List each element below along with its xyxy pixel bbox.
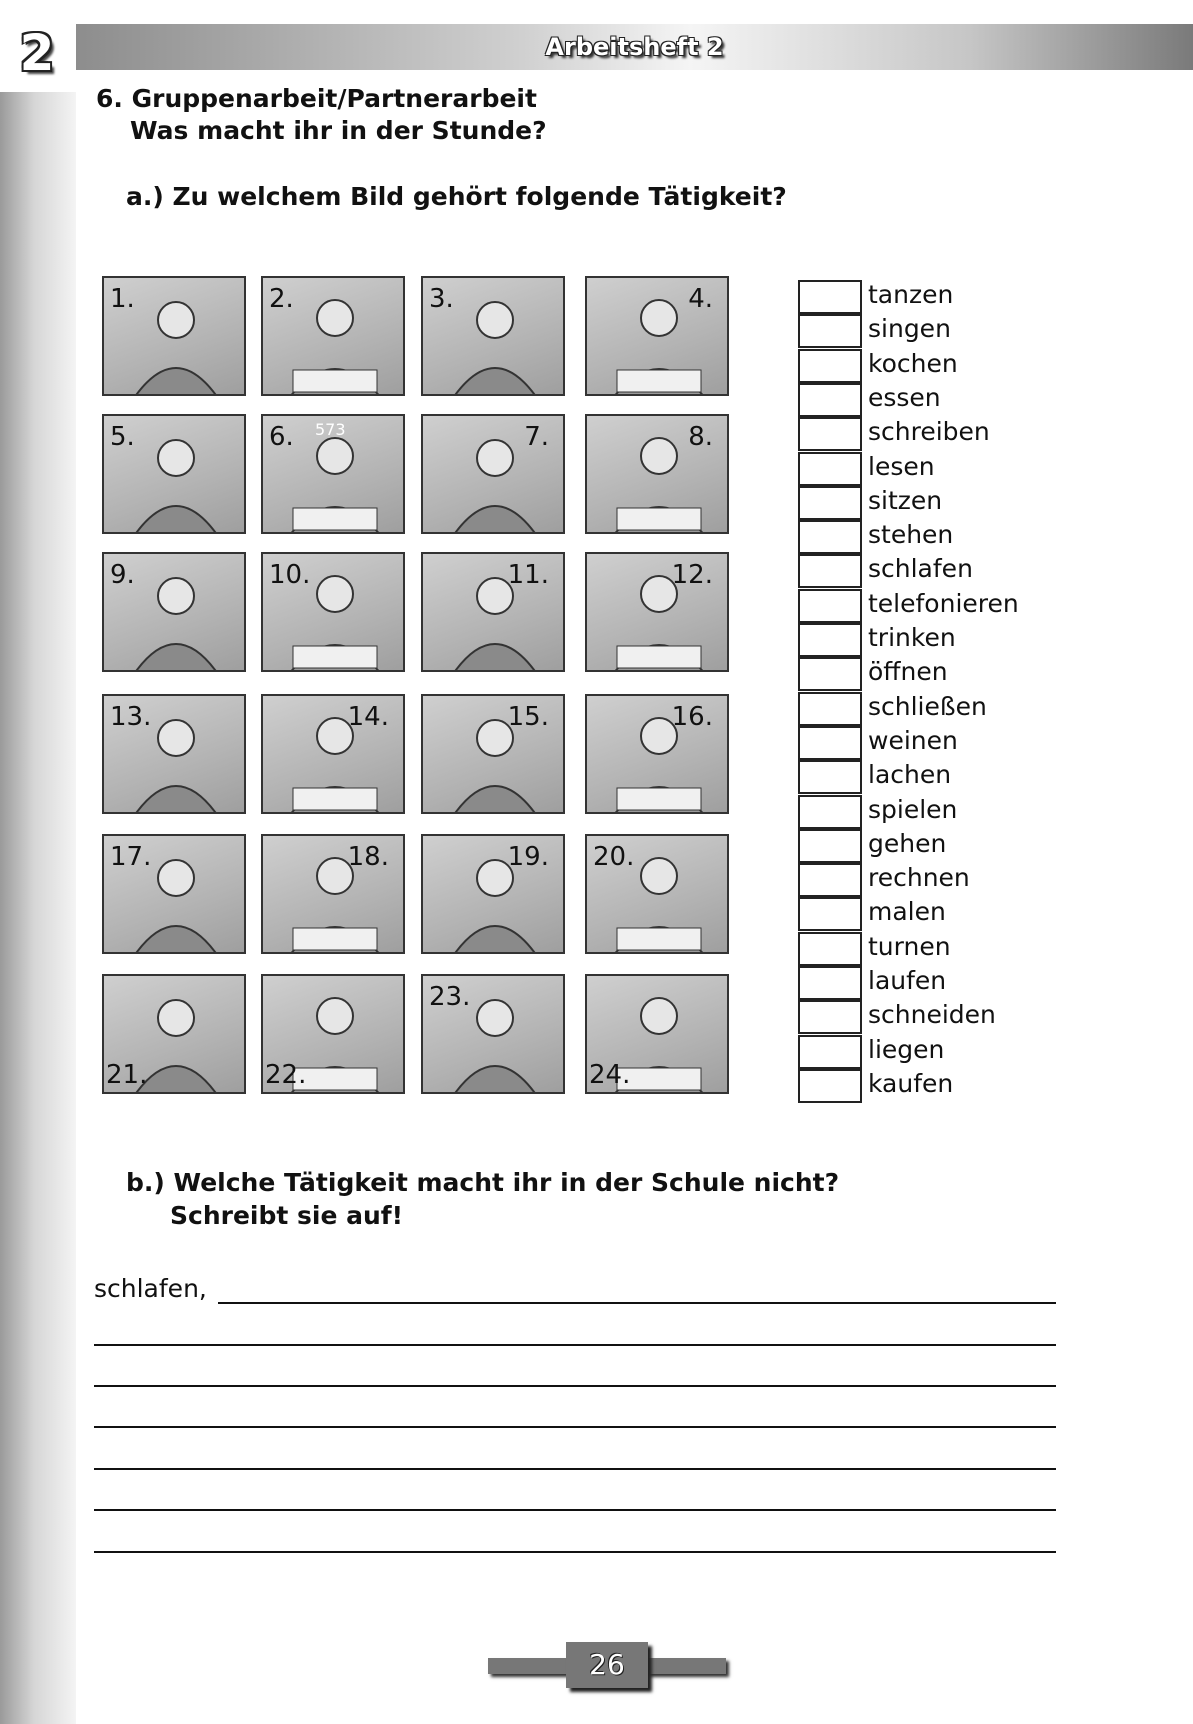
activity-word: kaufen bbox=[868, 1068, 954, 1098]
activity-word: trinken bbox=[868, 623, 956, 652]
picture-16 bbox=[585, 694, 729, 814]
chapter-number: 2 bbox=[19, 24, 55, 82]
answer-box[interactable] bbox=[798, 589, 862, 623]
picture-number: 9. bbox=[110, 560, 135, 590]
picture-11 bbox=[421, 552, 565, 672]
picture-4 bbox=[585, 276, 729, 396]
picture-number: 23. bbox=[429, 982, 471, 1012]
picture-number: 15. bbox=[507, 702, 549, 732]
picture-12 bbox=[585, 552, 729, 672]
activity-word: liegen bbox=[868, 1034, 945, 1064]
activity-word: turnen bbox=[868, 931, 951, 961]
picture-number: 12. bbox=[671, 560, 713, 590]
activity-word: malen bbox=[868, 897, 946, 927]
picture-number: 20. bbox=[593, 842, 635, 872]
picture-number: 3. bbox=[429, 284, 454, 314]
picture-number: 17. bbox=[110, 842, 152, 872]
activity-word: weinen bbox=[868, 725, 958, 755]
activity-word: lachen bbox=[868, 760, 952, 790]
answer-box[interactable] bbox=[798, 280, 862, 314]
picture-number: 8. bbox=[688, 422, 713, 452]
activity-word: öffnen bbox=[868, 657, 948, 687]
answer-box[interactable] bbox=[798, 1035, 862, 1069]
answer-line[interactable] bbox=[94, 1509, 1056, 1511]
activity-word: schneiden bbox=[868, 1000, 996, 1030]
activity-word: sitzen bbox=[868, 485, 943, 515]
picture-21 bbox=[102, 974, 246, 1094]
picture-9 bbox=[102, 552, 246, 672]
answer-box[interactable] bbox=[798, 829, 862, 863]
activity-word: gehen bbox=[868, 828, 947, 858]
answer-box[interactable] bbox=[798, 1069, 862, 1103]
picture-number: 10. bbox=[269, 560, 311, 590]
picture-6 bbox=[261, 414, 405, 534]
activity-word: schlafen bbox=[868, 554, 973, 584]
answer-line[interactable] bbox=[94, 1468, 1056, 1470]
blackboard-text: 573 bbox=[315, 420, 346, 439]
part-b-instruction: b.) Welche Tätigkeit macht ihr in der Schule nicht? bbox=[126, 1168, 840, 1197]
picture-number: 13. bbox=[110, 702, 152, 732]
answer-box[interactable] bbox=[798, 760, 862, 794]
picture-3 bbox=[421, 276, 565, 396]
part-a-instruction: a.) Zu welchem Bild gehört folgende Tätigkeit? bbox=[126, 182, 787, 211]
picture-number: 19. bbox=[507, 842, 549, 872]
activity-word: lesen bbox=[868, 451, 935, 481]
picture-5 bbox=[102, 414, 246, 534]
answer-box[interactable] bbox=[798, 417, 862, 451]
picture-number: 7. bbox=[524, 422, 549, 452]
picture-number: 18. bbox=[347, 842, 389, 872]
answer-box[interactable] bbox=[798, 623, 862, 657]
answer-line[interactable] bbox=[94, 1385, 1056, 1387]
picture-number: 11. bbox=[507, 560, 549, 590]
answer-box[interactable] bbox=[798, 966, 862, 1000]
page-number: 26 bbox=[589, 1648, 625, 1681]
picture-18 bbox=[261, 834, 405, 954]
picture-19 bbox=[421, 834, 565, 954]
picture-number: 14. bbox=[347, 702, 389, 732]
picture-number: 4. bbox=[688, 284, 713, 314]
activity-word: schließen bbox=[868, 691, 987, 721]
picture-17 bbox=[102, 834, 246, 954]
picture-number: 16. bbox=[671, 702, 713, 732]
picture-20 bbox=[585, 834, 729, 954]
picture-2 bbox=[261, 276, 405, 396]
picture-number: 2. bbox=[269, 284, 294, 314]
page-number-bar-right bbox=[646, 1658, 726, 1674]
answer-line[interactable] bbox=[218, 1302, 1056, 1304]
answer-box[interactable] bbox=[798, 314, 862, 348]
answer-box[interactable] bbox=[798, 452, 862, 486]
activity-word: telefonieren bbox=[868, 588, 1019, 618]
answer-box[interactable] bbox=[798, 486, 862, 520]
answer-box[interactable] bbox=[798, 349, 862, 383]
activity-word: tanzen bbox=[868, 280, 954, 309]
picture-8 bbox=[585, 414, 729, 534]
answer-box[interactable] bbox=[798, 1000, 862, 1034]
picture-13 bbox=[102, 694, 246, 814]
answer-box[interactable] bbox=[798, 383, 862, 417]
part-b-subinstruction: Schreibt sie auf! bbox=[170, 1201, 404, 1230]
activity-word: rechnen bbox=[868, 863, 970, 893]
answer-box[interactable] bbox=[798, 726, 862, 760]
picture-number: 21. bbox=[106, 1060, 148, 1090]
exercise-title: 6. Gruppenarbeit/Partnerarbeit bbox=[96, 84, 537, 113]
answer-line[interactable] bbox=[94, 1551, 1056, 1553]
picture-number: 1. bbox=[110, 284, 135, 314]
picture-number: 24. bbox=[589, 1060, 631, 1090]
page-sidebar bbox=[0, 0, 76, 1724]
picture-7 bbox=[421, 414, 565, 534]
activity-word: singen bbox=[868, 314, 951, 344]
answer-line[interactable] bbox=[94, 1344, 1056, 1346]
activity-word: stehen bbox=[868, 520, 954, 550]
answer-line[interactable] bbox=[94, 1426, 1056, 1428]
answer-box[interactable] bbox=[798, 692, 862, 726]
page-number-bar-left bbox=[488, 1658, 568, 1674]
activity-word: schreiben bbox=[868, 417, 990, 447]
picture-number: 5. bbox=[110, 422, 135, 452]
picture-number: 22. bbox=[265, 1060, 307, 1090]
answer-box[interactable] bbox=[798, 520, 862, 554]
picture-24 bbox=[585, 974, 729, 1094]
activity-word: essen bbox=[868, 382, 941, 412]
activity-word: spielen bbox=[868, 794, 958, 824]
picture-22 bbox=[261, 974, 405, 1094]
activity-word: kochen bbox=[868, 348, 958, 378]
activity-word: laufen bbox=[868, 966, 947, 995]
example-answer: schlafen, bbox=[94, 1274, 207, 1303]
answer-box[interactable] bbox=[798, 863, 862, 897]
picture-23 bbox=[421, 974, 565, 1094]
answer-box[interactable] bbox=[798, 657, 862, 691]
picture-number: 6. bbox=[269, 422, 294, 452]
picture-14 bbox=[261, 694, 405, 814]
header-title: Arbeitsheft 2 bbox=[545, 33, 724, 61]
answer-box[interactable] bbox=[798, 932, 862, 966]
answer-box[interactable] bbox=[798, 554, 862, 588]
answer-box[interactable] bbox=[798, 897, 862, 931]
picture-1 bbox=[102, 276, 246, 396]
picture-15 bbox=[421, 694, 565, 814]
answer-box[interactable] bbox=[798, 795, 862, 829]
exercise-question: Was macht ihr in der Stunde? bbox=[130, 116, 547, 145]
picture-10 bbox=[261, 552, 405, 672]
